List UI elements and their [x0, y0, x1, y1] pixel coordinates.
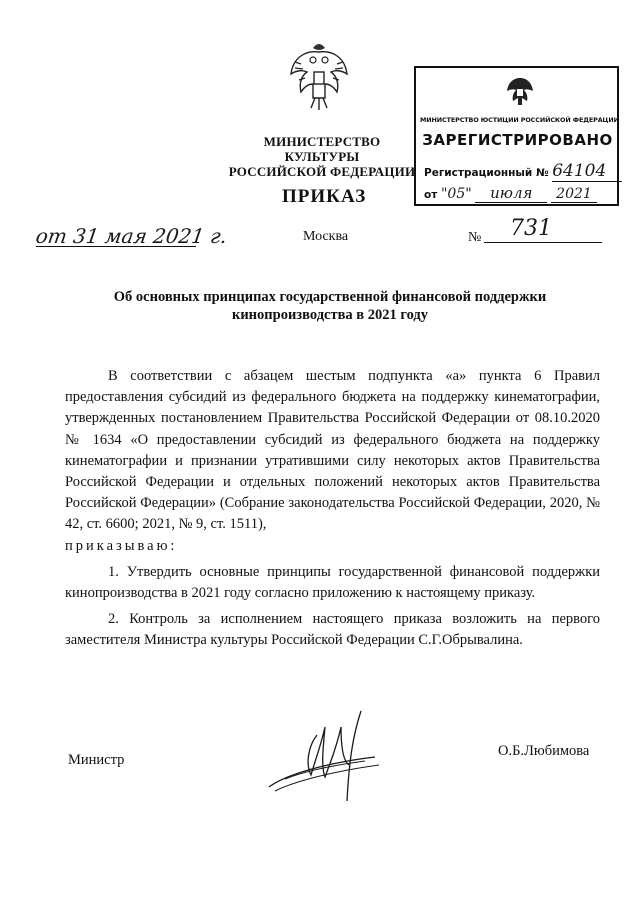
coat-of-arms-icon [287, 40, 351, 116]
subject-line1: Об основных принципах государственной финансовой поддержки [113, 289, 547, 305]
stamp-registration-number [424, 161, 622, 182]
order-word: приказываю: [65, 537, 178, 554]
order-item-2: 2. Контроль за исполнением настоящего приказа возложить на первого заместителя Министра культуры Российской Федерации С.Г.Обрывалина. [65, 611, 600, 649]
stamp-title: ЗАРЕГИСТРИРОВАНО [422, 131, 613, 149]
number-label: № [468, 230, 482, 245]
document-body [65, 366, 600, 652]
city: Москва [303, 229, 349, 244]
stamp-date [424, 184, 597, 203]
subject-line2: кинопроизводства в 2021 году [231, 307, 429, 323]
handwritten-signature-icon [265, 705, 385, 801]
stamp-reg-label: Регистрационный № [424, 167, 549, 179]
stamp-date-day: "05" [440, 186, 472, 202]
order-number: 731 [510, 216, 552, 241]
order-date: от 31 мая 2021 г. [34, 224, 229, 248]
stamp-date-year: 2021 [551, 186, 597, 203]
stamp-emblem-icon [505, 74, 535, 110]
ministry-line1: МИНИСТЕРСТВО КУЛЬТУРЫ [263, 134, 381, 164]
document-subject [100, 288, 560, 324]
date-underline [36, 246, 196, 247]
document-title: ПРИКАЗ [282, 186, 367, 207]
stamp-date-month: июля [475, 184, 547, 203]
signer-position: Министр [68, 752, 125, 768]
stamp-ministry: МИНИСТЕРСТВО ЮСТИЦИИ РОССИЙСКОЙ ФЕДЕРАЦИИ [420, 116, 619, 124]
signer-name: О.Б.Любимова [498, 743, 590, 759]
ministry-line2: РОССИЙСКОЙ ФЕДЕРАЦИИ [228, 164, 416, 179]
stamp-reg-number: 64104 [552, 161, 622, 182]
order-item-1: 1. Утвердить основные принципы государственной финансовой поддержки кинопроизводства в 2021 году согласно приложению к настоящему приказу. [65, 563, 600, 602]
number-underline [484, 242, 602, 243]
body-intro: В соответствии с абзацем шестым подпункта «а» пункта 6 Правил предоставления субсидий из федерального бюджета на поддержку кинематографии, утвержденных постановлением Правительства Российской Федерации от 08.10.2020 № 1634 «О предоставлении субсидий из федерального бюджета на поддержку кинематографии и признании утратившими силу некоторых актов Правительства Российской Федерации и отдельных положений некоторых актов Правительства Российской Федерации» (Собрание законодательства Российской Федерации, 2020, № 42, ст. 6600; 2021, № 9, ст. 1511), [65, 368, 600, 533]
ministry-name [226, 134, 418, 179]
registration-stamp [414, 66, 619, 206]
stamp-date-prefix: от [424, 189, 438, 201]
